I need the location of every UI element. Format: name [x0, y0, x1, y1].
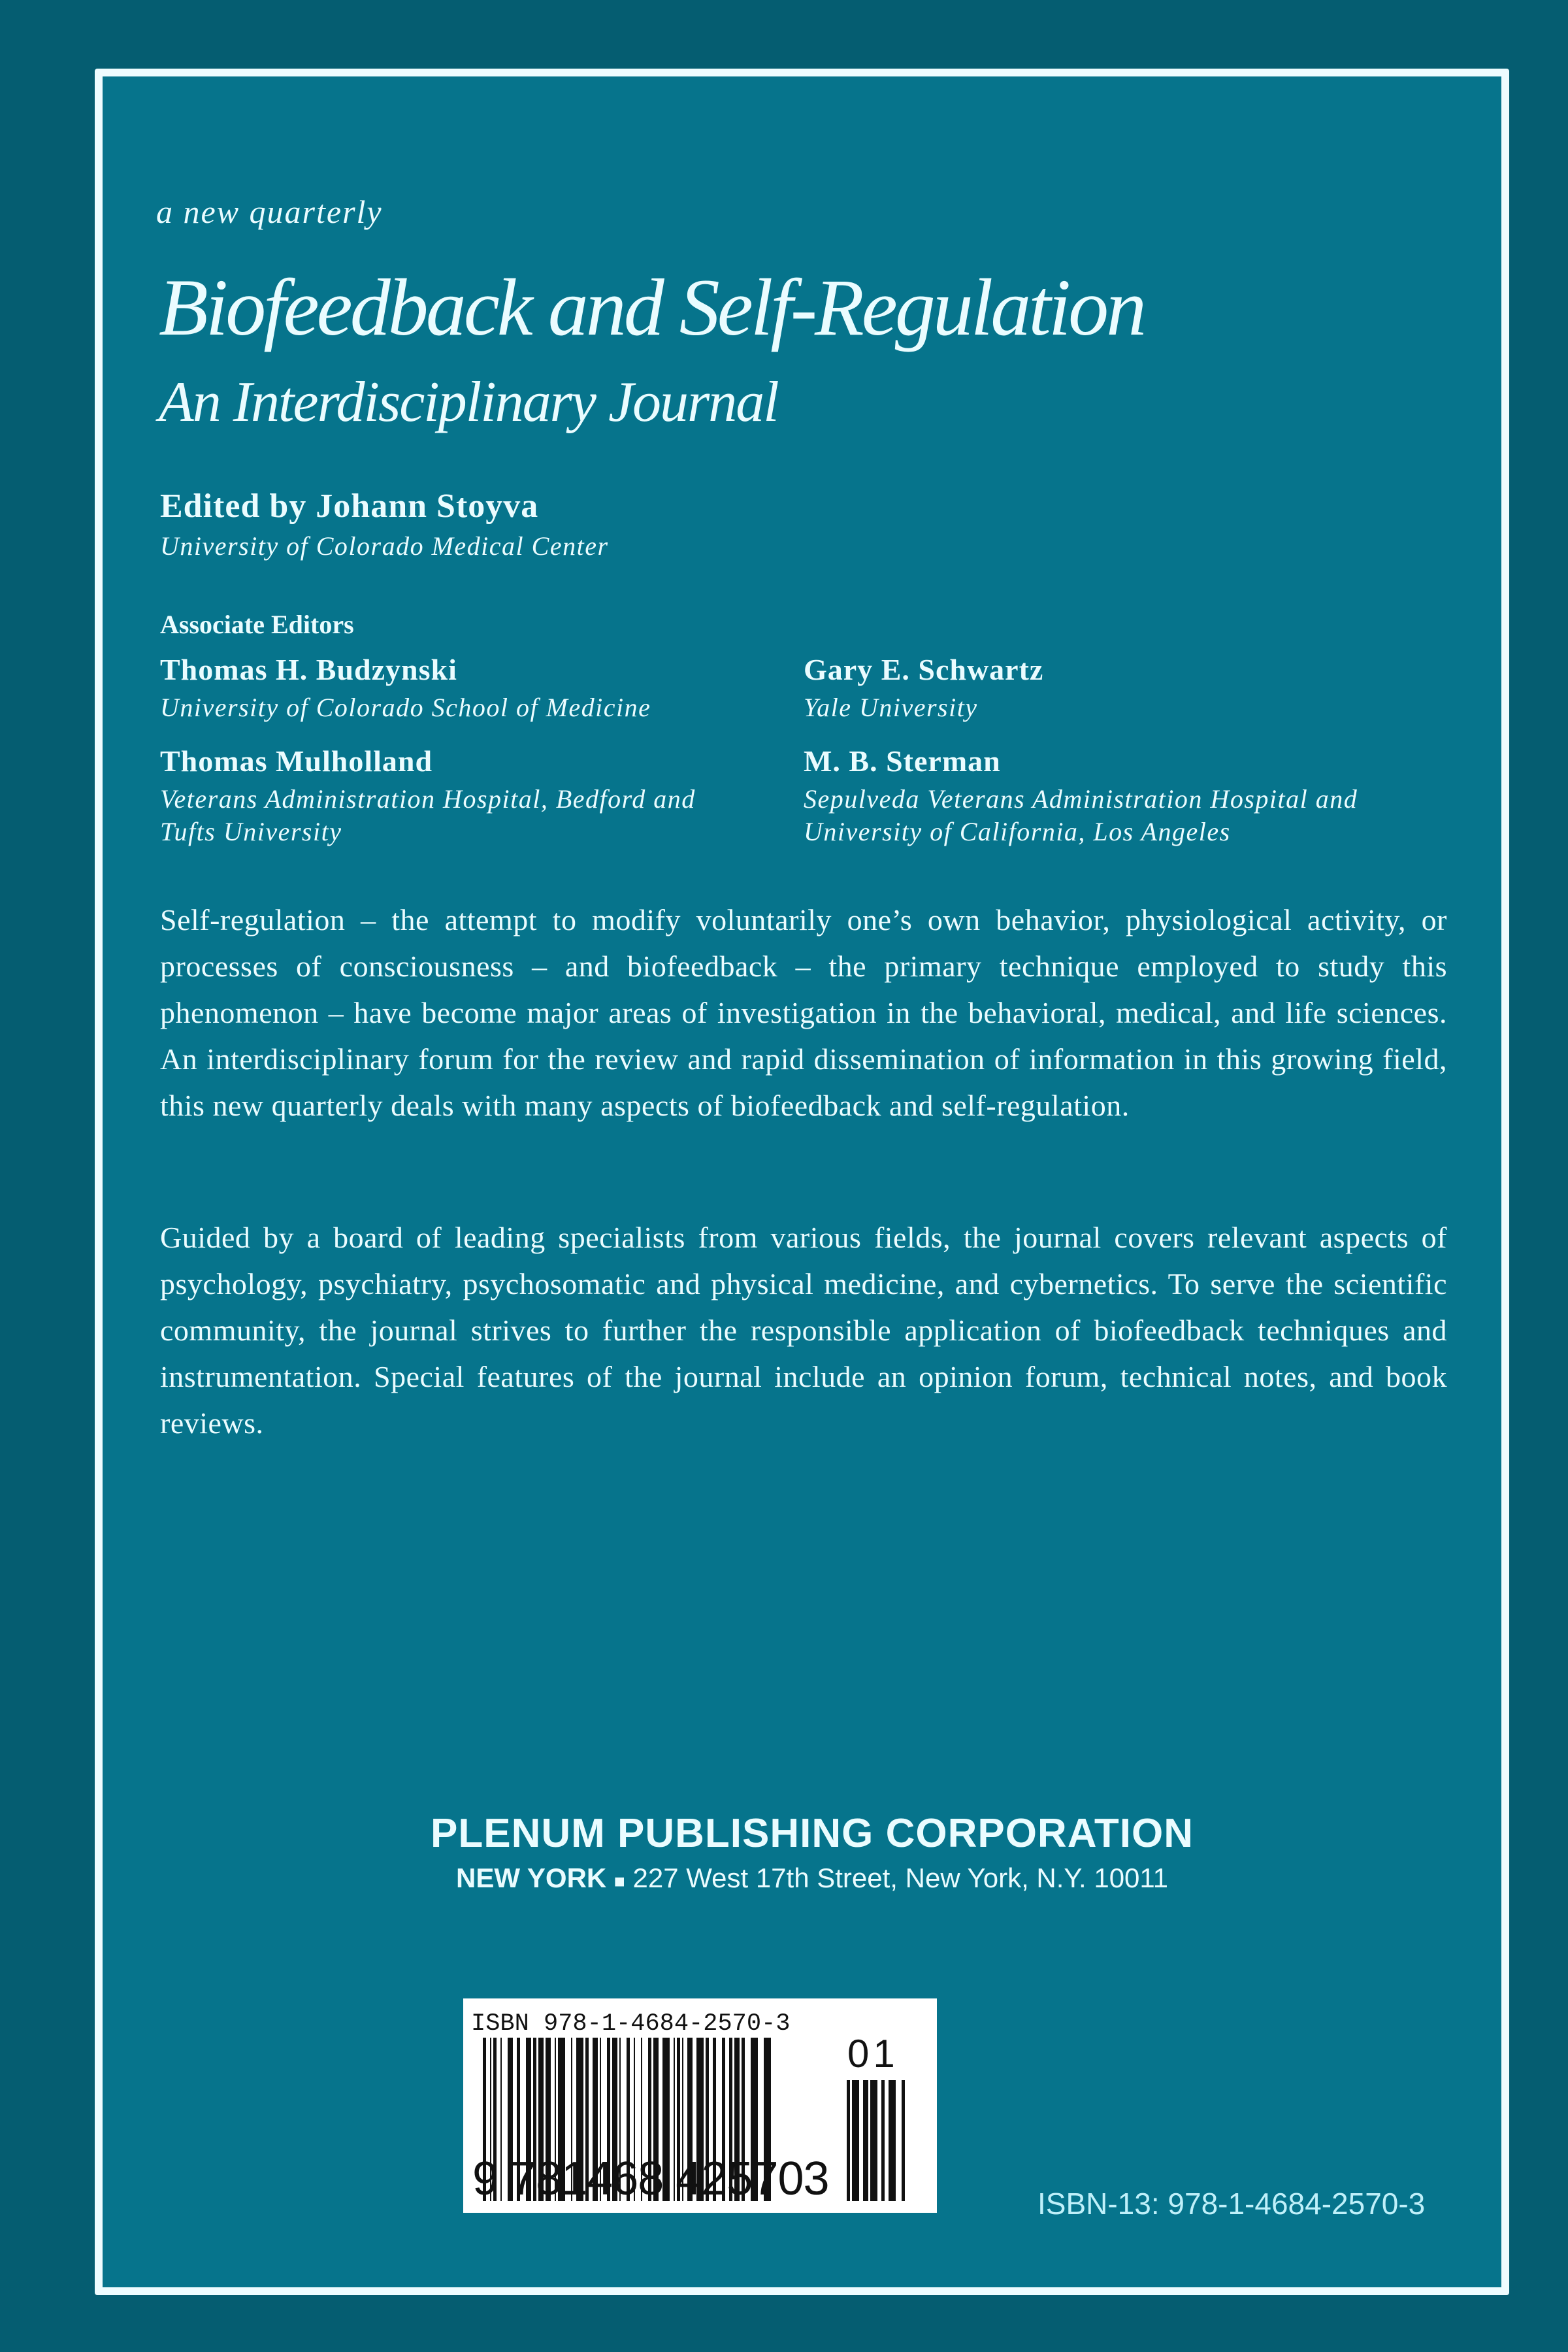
- publisher-name: PLENUM PUBLISHING CORPORATION: [431, 1811, 1194, 1856]
- street-address: 227 West 17th Street, New York, N.Y. 10011: [632, 1863, 1169, 1893]
- separator-square: ■: [613, 1871, 625, 1891]
- description-paragraph: Guided by a board of leading specialists from various fields, the journal covers relevant aspects of psychology, psychiatry, psychosomatic and physical medicine, and cybernetics. To serve the scientific community, the journal strives to further the responsible application of biofeedback techniques and instrumentation. Special features of the journal include an opinion forum, technical notes, and book reviews.: [160, 1221, 1447, 1440]
- associate-editor-name: M. B. Sterman: [804, 744, 1001, 778]
- barcode-addon-bars: [847, 2080, 912, 2201]
- barcode-bar: [902, 2080, 905, 2201]
- journal-subtitle: An Interdisciplinary Journal: [159, 371, 778, 434]
- barcode-bar: [852, 2080, 859, 2201]
- publisher-address: [0, 1863, 1568, 1894]
- associate-editor-name: Thomas H. Budzynski: [160, 653, 457, 686]
- barcode-bar: [881, 2080, 885, 2201]
- associate-editor-name: Gary E. Schwartz: [804, 653, 1044, 686]
- barcode-bar: [889, 2080, 896, 2201]
- barcode-bar: [870, 2080, 877, 2201]
- description-paragraph: Self-regulation – the attempt to modify voluntarily one’s own behavior, physiological activity, or processes of consciousness – and biofeedback – the primary technique employed to study this phenomenon – have become major areas of investigation in the behavioral, medical, and life sciences. An interdisciplinary forum for the review and rapid dissemination of information in this growing field, this new quarterly deals with many aspects of biofeedback and self-regulation.: [160, 903, 1447, 1122]
- barcode-addon-digits: 01: [847, 2032, 899, 2076]
- barcode-digits: 9 781468 425703: [472, 2153, 829, 2205]
- tagline: a new quarterly: [156, 193, 383, 230]
- associate-editor-affiliation: Veterans Administration Hospital, Bedford and Tufts University: [160, 784, 696, 846]
- barcode-bar: [847, 2080, 850, 2201]
- barcode-bar: [863, 2080, 868, 2201]
- publisher-city: NEW YORK: [455, 1863, 607, 1893]
- barcode: [463, 1998, 937, 2213]
- associate-editor-affiliation: Yale University: [804, 693, 978, 722]
- associate-editor-name: Thomas Mulholland: [160, 744, 433, 778]
- editor-affiliation: University of Colorado Medical Center: [160, 531, 609, 561]
- associate-editor-affiliation: University of Colorado School of Medicine: [160, 693, 651, 722]
- associate-editors-heading: Associate Editors: [160, 610, 354, 639]
- editor-name: Edited by Johann Stoyva: [160, 488, 539, 525]
- associate-editor-affiliation: Sepulveda Veterans Administration Hospital and University of California, Los Angeles: [804, 784, 1358, 846]
- journal-title: Biofeedback and Self-Regulation: [159, 263, 1145, 352]
- isbn-13: ISBN-13: 978-1-4684-2570-3: [1037, 2187, 1426, 2221]
- barcode-isbn-label: ISBN 978-1-4684-2570-3: [471, 2010, 791, 2038]
